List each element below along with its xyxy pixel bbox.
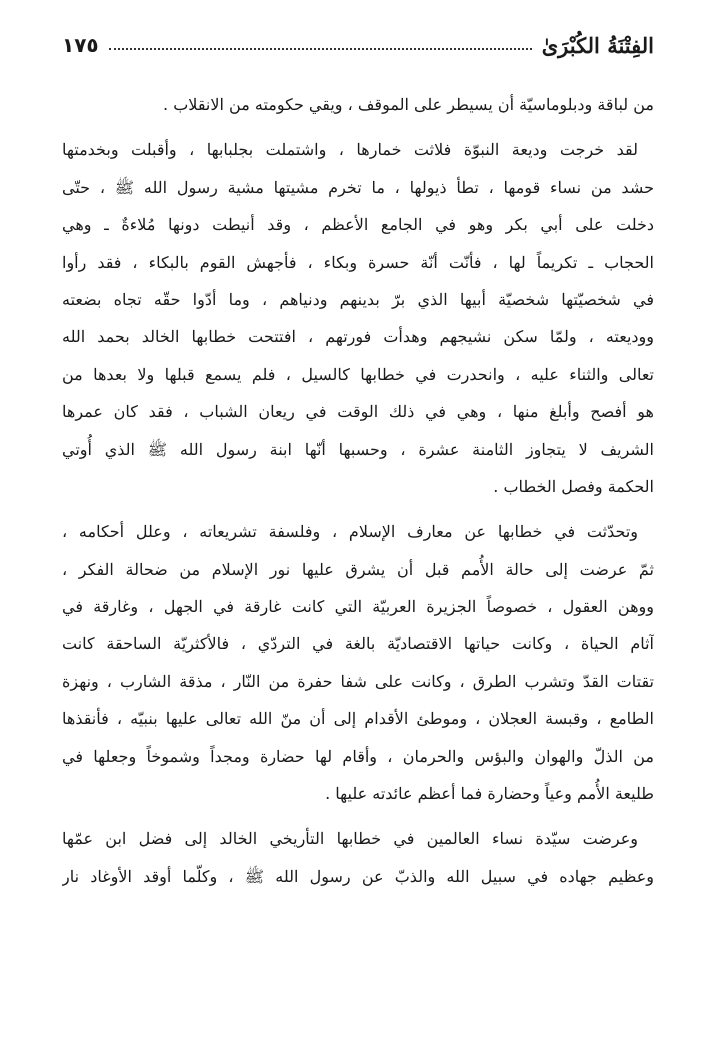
text-line: حشد من نساء قومها ، تطأ ذيولها ، ما تخرم مشيتها مشية رسول الله ﷺ ، حتّى bbox=[62, 177, 654, 197]
text-line: الحكمة وفصل الخطاب . bbox=[493, 476, 654, 496]
text-line: طليعة الأُمم وعياً وحضارة فما أعظم عائدته عليها . bbox=[325, 784, 654, 804]
paragraph-gap bbox=[62, 123, 654, 131]
text-line: الطامع ، وقبسة العجلان ، وموطئ الأقدام إلى أن منّ الله تعالى عليها بنبيّه ، فأنقذها bbox=[62, 709, 654, 729]
text-line: الحجاب ـ تكريماً لها ، فأنّت أنّة حسرة وبكاء ، فأجهش القوم بالبكاء ، فقد رأوا bbox=[62, 252, 654, 272]
paragraph-gap bbox=[62, 812, 654, 820]
text-line: لقد خرجت وديعة النبوّة فلاثت خمارها ، واشتملت بجلبابها ، وأقبلت وبخدمتها bbox=[62, 140, 638, 160]
paragraph-gap bbox=[62, 505, 654, 513]
body-text bbox=[62, 86, 654, 895]
text-line: تقتات القدّ وتشرب الطرق ، وكانت على شفا حفرة من النّار ، مذقة الشارب ، ونهزة bbox=[62, 671, 654, 691]
text-line: ثمّ عرضت إلى حالة الأُمم قبل أن يشرق عليها نور الإسلام من ضحالة الفكر ، bbox=[62, 559, 654, 579]
running-title: الفِتْنَةُ الكُبْرَىٰ bbox=[541, 32, 654, 58]
text-line: وعرضت سيّدة نساء العالمين في خطابها التأريخي الخالد إلى فضل ابن عمّها bbox=[62, 829, 638, 849]
leader-dots bbox=[109, 48, 532, 50]
text-line: ووديعته ، ولمّا سكن نشيجهم وهدأت فورتهم ، افتتحت خطابها الخالد بحمد الله bbox=[62, 327, 654, 347]
page-number: ١٧٥ bbox=[62, 33, 99, 57]
page-header bbox=[62, 28, 654, 62]
text-line: آثام الحياة ، وكانت حياتها الاقتصاديّة بالغة في التردّي ، فالأكثريّة الساحقة كانت bbox=[62, 634, 654, 654]
text-line: وتحدّثت في خطابها عن معارف الإسلام ، وفلسفة تشريعاته ، وعلل أحكامه ، bbox=[62, 522, 638, 542]
text-line: الشريف لا يتجاوز الثامنة عشرة ، وحسبها أنّها ابنة رسول الله ﷺ الذي أُوتي bbox=[62, 439, 654, 459]
text-line: في شخصيّتها شخصيّة أبيها الذي برّ بدينهم ودنياهم ، وما أدّوا حقّه تجاه بضعته bbox=[62, 289, 654, 309]
text-line: تعالى والثناء عليه ، وانحدرت في خطابها كالسيل ، فلم يسمع قبلها ولا بعدها من bbox=[62, 364, 654, 384]
text-line: دخلت على أبي بكر وهو في الجامع الأعظم ، وقد أنيطت دونها مُلاءةٌ ـ وهي bbox=[62, 215, 654, 235]
text-line: وعظيم جهاده في سبيل الله والذبّ عن رسول الله ﷺ ، وكلّما أوقد الأوغاد نار bbox=[62, 866, 654, 886]
text-line: من الذلّ والهوان والبؤس والحرمان ، وأقام لها حضارة ومجداً وشموخاً وجعلها في bbox=[62, 746, 654, 766]
text-line: هو أفصح وأبلغ منها ، وهي في ذلك الوقت في ريعان الشباب ، فقد كان عمرها bbox=[62, 402, 654, 422]
text-line: من لباقة ودبلوماسيّة أن يسيطر على الموقف ، ويقي حكومته من الانقلاب . bbox=[163, 95, 654, 114]
text-line: ووهن العقول ، خصوصاً الجزيرة العربيّة التي كانت غارقة في الجهل ، وغارقة في bbox=[62, 597, 654, 617]
